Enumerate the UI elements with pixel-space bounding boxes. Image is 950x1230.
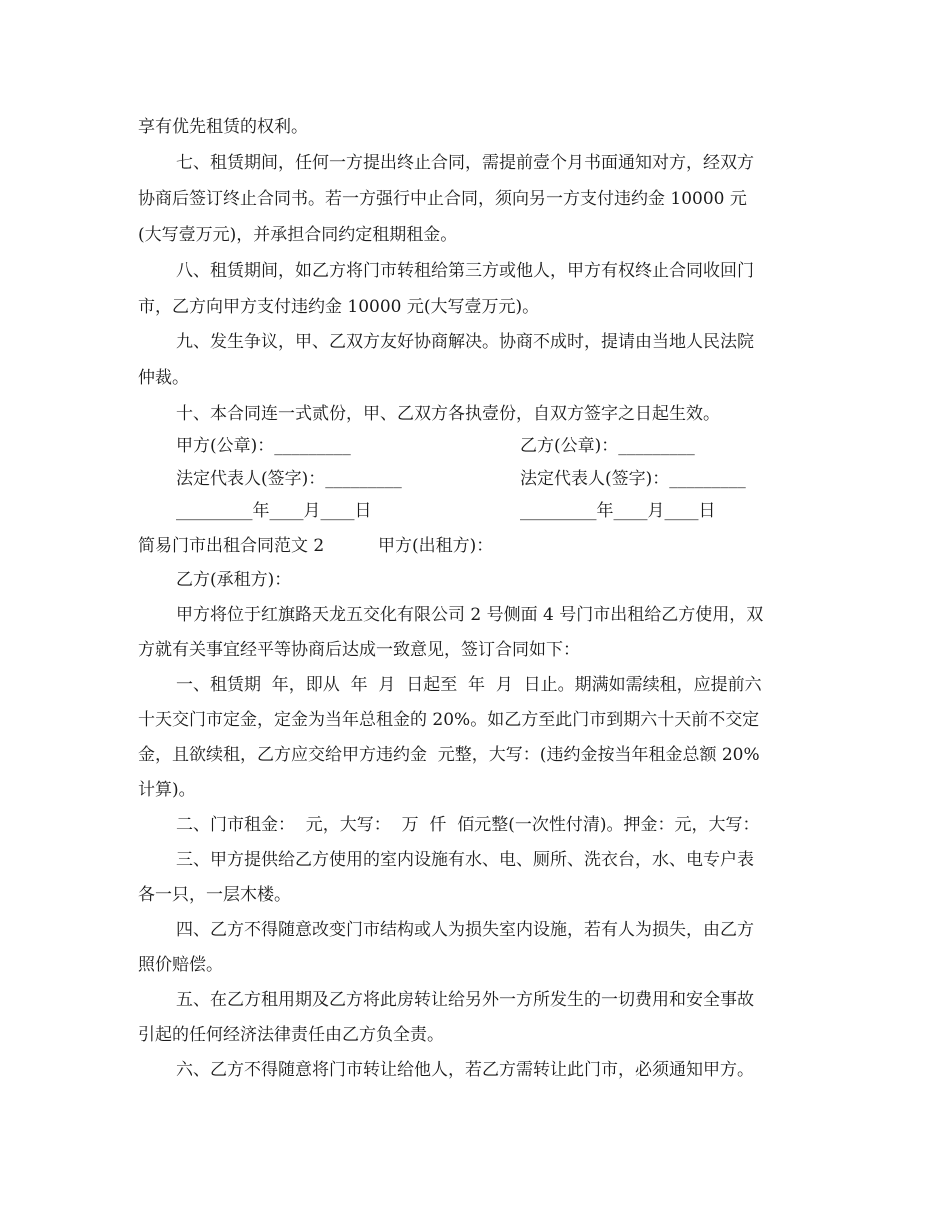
paragraph-line: 五、在乙方租用期及乙方将此房转让给另外一方所发生的一切费用和安全事故	[176, 990, 754, 1010]
paragraph-line: 八、租赁期间，如乙方将门市转租给第三方或他人，甲方有权终止合同收回门	[176, 261, 754, 281]
party-a-date-field: _________年____月____日	[176, 501, 372, 521]
paragraph-line: 计算)。	[138, 780, 196, 800]
paragraph-line: 十天交门市定金，定金为当年总租金的 20%。如乙方至此门市到期六十天前不交定	[138, 710, 760, 730]
paragraph-line: 引起的任何经济法律责任由乙方负全责。	[138, 1025, 444, 1045]
paragraph-line: 甲方将位于红旗路天龙五交化有限公司 2 号侧面 4 号门市出租给乙方使用，双	[176, 605, 764, 625]
party-b-seal-field: 乙方(公章)：_________	[520, 436, 695, 456]
paragraph-line: 六、乙方不得随意将门市转让给他人，若乙方需转让此门市，必须通知甲方。	[176, 1060, 754, 1080]
paragraph-line: 四、乙方不得随意改变门市结构或人为损失室内设施，若有人为损失，由乙方	[176, 920, 754, 940]
paragraph-line: 享有优先租赁的权利。	[138, 117, 308, 137]
paragraph-line: 仲裁。	[138, 368, 189, 388]
paragraph-line: 一、租赁期 年，即从 年 月 日起至 年 月 日止。期满如需续租，应提前六	[176, 675, 762, 695]
paragraph-line: (大写壹万元)，并承担合同约定租期租金。	[138, 225, 458, 245]
paragraph-line: 照价赔偿。	[138, 955, 223, 975]
party-a-representative-field: 法定代表人(签字)：_________	[176, 469, 402, 489]
paragraph-line: 十、本合同连一式贰份，甲、乙双方各执壹份，自双方签字之日起生效。	[176, 404, 720, 424]
party-a-seal-field: 甲方(公章)：_________	[176, 436, 351, 456]
section-heading: 简易门市出租合同范文 2	[138, 536, 325, 556]
paragraph-line: 七、租赁期间，任何一方提出终止合同，需提前壹个月书面通知对方，经双方	[176, 153, 754, 173]
paragraph-line: 协商后签订终止合同书。若一方强行中止合同，须向另一方支付违约金 10000 元	[138, 189, 747, 209]
party-a-lessor-label: 甲方(出租方)：	[378, 536, 494, 556]
paragraph-line: 方就有关事宜经平等协商后达成一致意见，签订合同如下：	[138, 640, 580, 660]
paragraph-line: 乙方(承租方)：	[176, 570, 292, 590]
paragraph-line: 市，乙方向甲方支付违约金 10000 元(大写壹万元)。	[138, 297, 540, 317]
paragraph-line: 三、甲方提供给乙方使用的室内设施有水、电、厕所、洗衣台，水、电专户表	[176, 850, 754, 870]
paragraph-line: 各一只，一层木楼。	[138, 885, 291, 905]
paragraph-line: 金，且欲续租，乙方应交给甲方违约金 元整，大写：(违约金按当年租金总额 20%	[138, 745, 760, 765]
paragraph-line: 九、发生争议，甲、乙双方友好协商解决。协商不成时，提请由当地人民法院	[176, 332, 754, 352]
party-b-date-field: _________年____月____日	[520, 501, 716, 521]
party-b-representative-field: 法定代表人(签字)：_________	[520, 469, 746, 489]
paragraph-line: 二、门市租金： 元，大写： 万 仟 佰元整(一次性付清)。押金：元，大写：	[176, 815, 760, 835]
